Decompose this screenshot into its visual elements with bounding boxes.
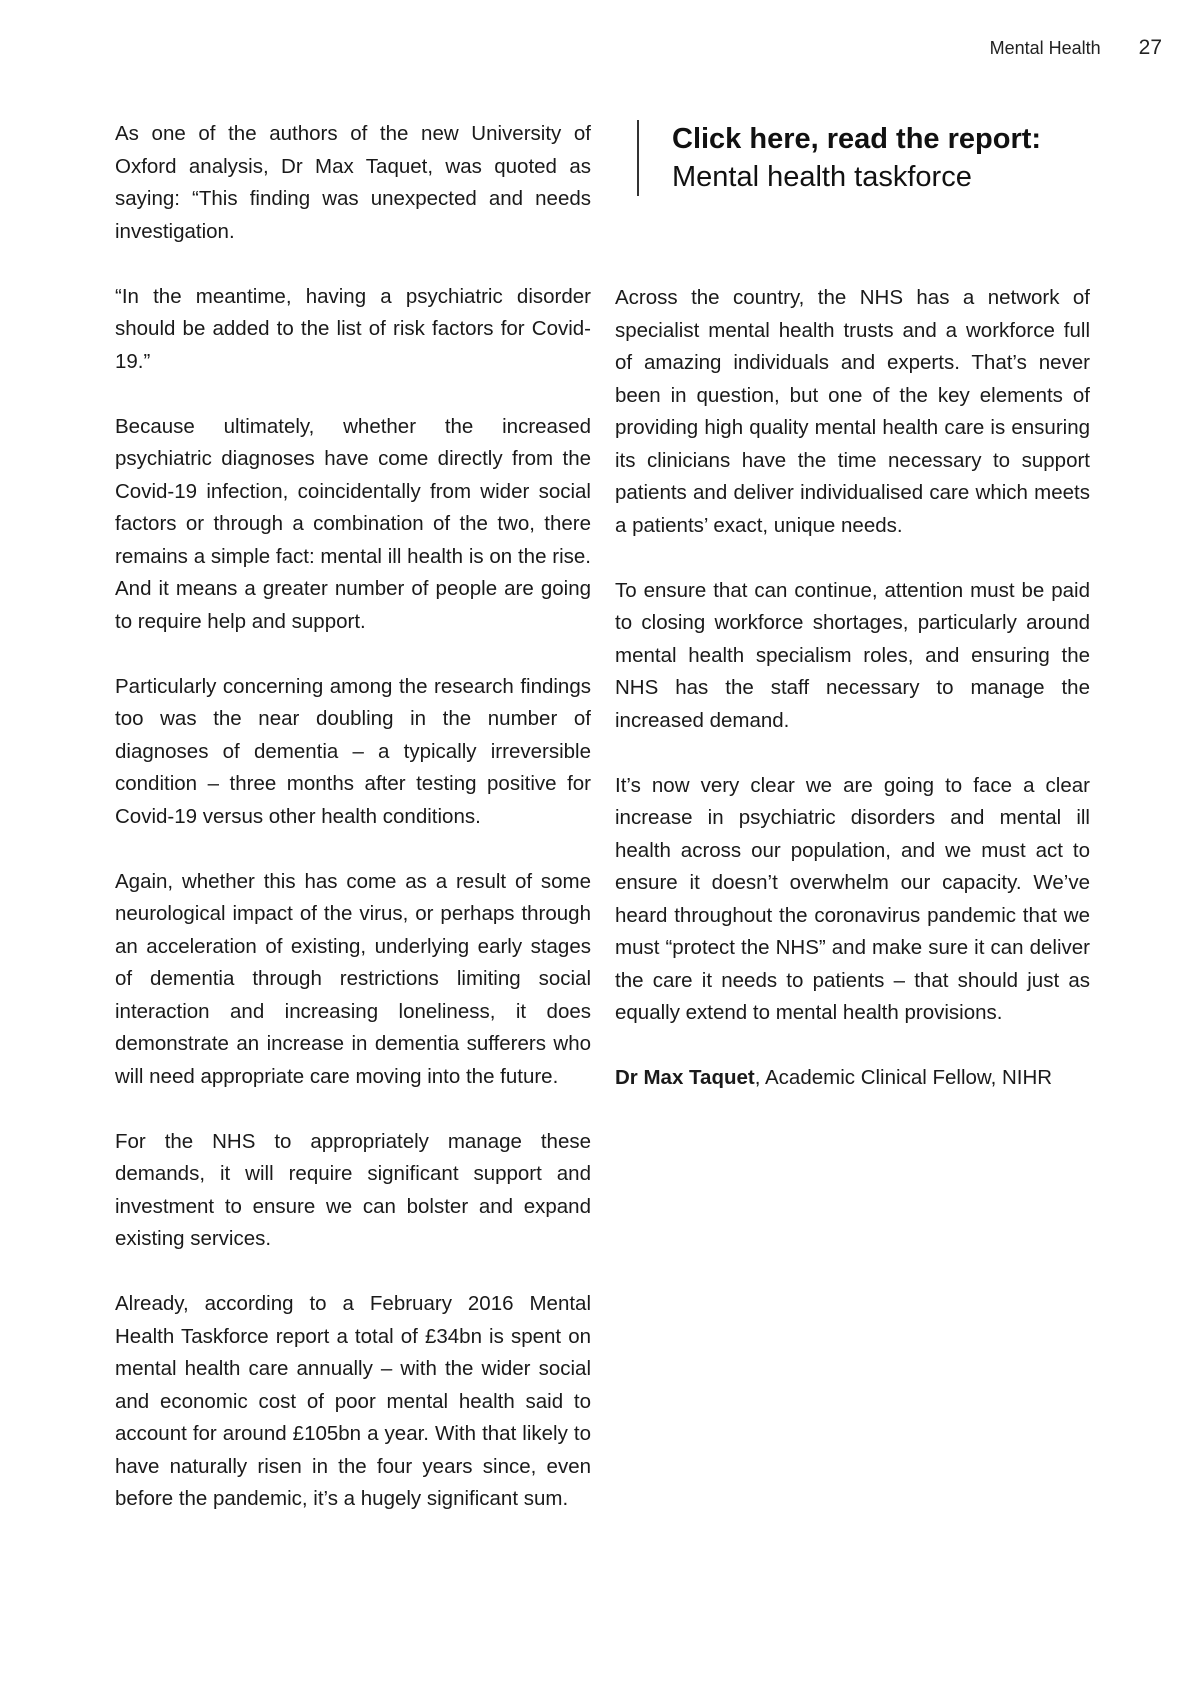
paragraph: Because ultimately, whether the increased psychiatric diagnoses have come directly from the Covid-19 infection, coincidentally from wider social factors or through a combination of the two, there remains a simple fact: mental ill health is on the rise. And it means a greater number of people are going to require help and support. — [115, 414, 591, 633]
byline-name: Dr Max Taquet — [615, 1066, 755, 1089]
paragraph: Across the country, the NHS has a network of specialist mental health trusts and a workforce full of amazing individuals and experts. That’s never been in question, but one of the key elements of providing high quality mental health care is ensuring its clinicians have the time necessary to support patients and deliver individualised care which meets a patients’ exact, unique needs. — [615, 286, 1090, 537]
right-column — [615, 282, 1090, 1127]
paragraph: “In the meantime, having a psychiatric disorder should be added to the list of risk factors for Covid-19.” — [115, 284, 591, 373]
paragraph: To ensure that can continue, attention must be paid to closing workforce shortages, particularly around mental health specialism roles, and ensuring the NHS has the staff necessary to manage the increased demand. — [615, 578, 1090, 732]
byline — [615, 1062, 1090, 1095]
page-number: 27 — [1138, 36, 1162, 59]
page-header — [990, 36, 1162, 60]
paragraph: Particularly concerning among the research findings too was the near doubling in the number of diagnoses of dementia – a typically irreversible condition – three months after testing positive for Covid-19 versus other health conditions. — [115, 674, 591, 828]
section-name: Mental Health — [989, 38, 1101, 58]
report-callout-link[interactable] — [637, 120, 1132, 196]
paragraph: Again, whether this has come as a result of some neurological impact of the virus, or perhaps through an acceleration of existing, underlying early stages of dementia through restrictions limiting social interaction and increasing loneliness, it does demonstrate an increase in dementia sufferers who will need appropriate care moving into the future. — [115, 869, 591, 1088]
byline-separator: , — [754, 1066, 765, 1089]
byline-role: Academic Clinical Fellow, NIHR — [765, 1066, 1053, 1089]
paragraph: As one of the authors of the new University of Oxford analysis, Dr Max Taquet, was quoted as saying: “This finding was unexpected and needs investigation. — [115, 122, 591, 243]
paragraph: Already, according to a February 2016 Mental Health Taskforce report a total of £34bn is spent on mental health care annually – with the wider social and economic cost of poor mental health said to account for around £105bn a year. With that likely to have naturally risen in the four years since, even before the pandemic, it’s a hugely significant sum. — [115, 1292, 591, 1510]
callout-subtitle[interactable]: Mental health taskforce — [672, 161, 972, 193]
callout-title[interactable]: Click here, read the report: — [672, 123, 1042, 155]
left-column — [115, 118, 591, 1548]
paragraph: It’s now very clear we are going to face a clear increase in psychiatric disorders and mental ill health across our population, and we must act to ensure it doesn’t overwhelm our capacity. We’ve heard throughout the coronavirus pandemic that we must “protect the NHS” and make sure it can deliver the care it needs to patients – that should just as equally extend to mental health provisions. — [615, 773, 1090, 1024]
paragraph: For the NHS to appropriately manage these demands, it will require significant support and investment to ensure we can bolster and expand existing services. — [115, 1129, 591, 1250]
